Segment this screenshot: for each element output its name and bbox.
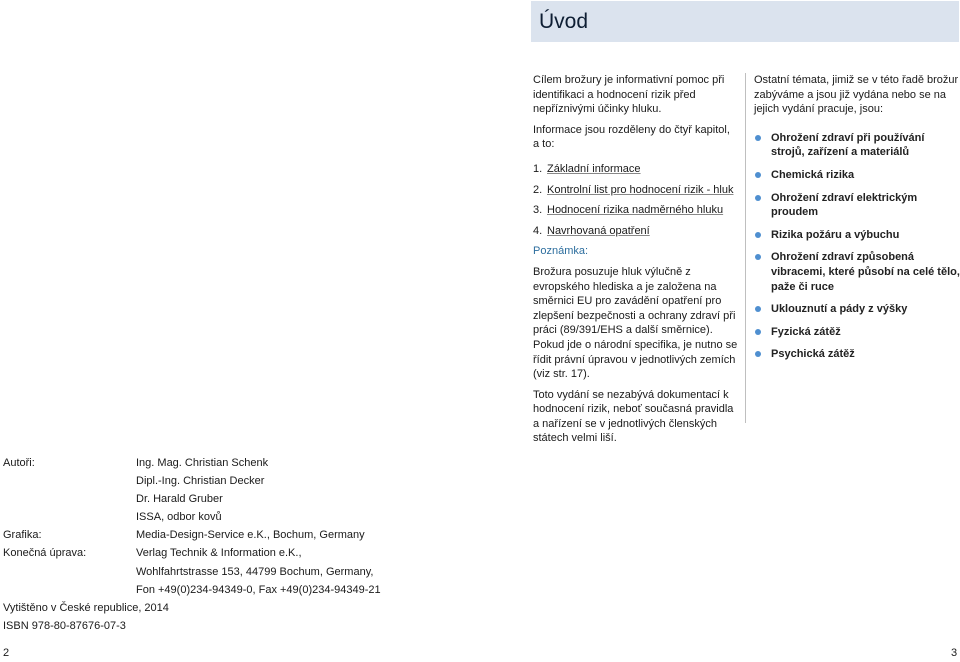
topics-list	[754, 131, 960, 362]
topics-intro: Ostatní témata, jimiž se v této řadě brožur zabýváme a jsou již vydána nebo se na jejich vydání pracuje, jsou:	[754, 74, 959, 116]
topic-label: Psychická zátěž	[771, 348, 855, 361]
page-number-right: 3	[951, 647, 958, 659]
chapter-link[interactable]: Základní informace	[547, 162, 641, 175]
chapter-number: 1.	[533, 162, 543, 175]
imprint-row	[3, 546, 603, 564]
imprint-row	[3, 583, 603, 601]
imprint-row	[3, 456, 603, 474]
closing-paragraph: Toto vydání se nezabývá dokumentací k hodnocení rizik, neboť současná pravidla a nařízení se v jednotlivých členských státech velmi liší.	[533, 388, 734, 445]
imprint-value: Ing. Mag. Christian Schenk	[136, 457, 269, 469]
topic-item	[754, 347, 960, 362]
chapter-link[interactable]: Kontrolní list pro hodnocení rizik - hluk	[547, 183, 734, 196]
chapter-number: 3.	[533, 204, 543, 217]
bullet-dot-icon	[755, 135, 761, 141]
imprint-value: Fon +49(0)234-94349-0, Fax +49(0)234-94349-21	[136, 583, 381, 596]
chapter-item[interactable]	[533, 183, 738, 198]
imprint-block	[3, 456, 603, 637]
imprint-value: Media-Design-Service e.K., Bochum, Germany	[136, 529, 365, 542]
topic-item	[754, 131, 960, 160]
imprint-row	[3, 492, 603, 510]
topic-label: Rizika požáru a výbuchu	[771, 228, 900, 241]
imprint-label: Konečná úprava:	[3, 547, 87, 560]
topic-label: Chemická rizika	[771, 168, 855, 181]
bullet-dot-icon	[755, 329, 761, 335]
note-paragraph: Brožura posuzuje hluk výlučně z evropského hlediska a je založena na směrnici EU pro zavádění opatření pro zlepšení bezpečnosti a ochrany zdraví při práci (89/391/EHS a další směrnice). Pokud jde o národní specifika, je nutno se řídit právní úpravou v jednotlivých zemích (viz str. 17).	[533, 265, 738, 381]
topic-label: Ohrožení zdraví při používání strojů, zařízení a materiálů	[771, 131, 925, 159]
imprint-value: Dipl.-Ing. Christian Decker	[136, 475, 265, 488]
chapter-item[interactable]	[533, 203, 738, 218]
imprint-row	[3, 510, 603, 528]
imprint-label: Grafika:	[3, 529, 42, 542]
topic-item	[754, 250, 960, 294]
imprint-value: Verlag Technik & Information e.K.,	[136, 547, 302, 560]
intro-paragraph: Cílem brožury je informativní pomoc při identifikaci a hodnocení rizik před nepříznivými účinky hluku.	[533, 74, 725, 116]
imprint-row	[3, 565, 603, 583]
bullet-dot-icon	[755, 232, 761, 238]
chapter-link[interactable]: Navrhovaná opatření	[547, 224, 650, 237]
topic-item	[754, 191, 960, 220]
topic-label: Uklouznutí a pády z výšky	[771, 303, 908, 316]
page-title: Úvod	[539, 10, 589, 33]
imprint-row	[3, 601, 603, 619]
topic-label: Ohrožení zdraví způsobená vibracemi, které působí na celé tělo, paže či ruce	[771, 251, 960, 293]
bullet-dot-icon	[755, 306, 761, 312]
bullet-dot-icon	[755, 195, 761, 201]
imprint-row	[3, 474, 603, 492]
chapter-item[interactable]	[533, 224, 738, 239]
imprint-value: Dr. Harald Gruber	[136, 493, 223, 506]
left-text-column	[533, 73, 738, 446]
print-info: Vytištěno v České republice, 2014	[3, 601, 169, 614]
chapter-number: 4.	[533, 224, 543, 237]
imprint-value: ISSA, odbor kovů	[136, 511, 222, 524]
chapters-intro: Informace jsou rozděleny do čtyř kapitol, a to:	[533, 123, 730, 151]
topic-item	[754, 228, 960, 243]
bullet-dot-icon	[755, 172, 761, 178]
bullet-dot-icon	[755, 351, 761, 357]
topic-item	[754, 302, 960, 317]
topic-item	[754, 168, 960, 183]
isbn-label: ISBN 978-80-87676-07-3	[3, 619, 126, 632]
page-number-left: 2	[3, 647, 10, 659]
chapter-link[interactable]: Hodnocení rizika nadměrného hluku	[547, 204, 724, 217]
imprint-row	[3, 619, 603, 637]
topic-label: Fyzická zátěž	[771, 325, 841, 338]
topic-label: Ohrožení zdraví elektrickým proudem	[771, 191, 918, 219]
topic-item	[754, 325, 960, 340]
bullet-dot-icon	[755, 254, 761, 260]
imprint-row	[3, 528, 603, 546]
column-divider	[745, 73, 746, 423]
note-heading: Poznámka:	[533, 245, 589, 258]
imprint-label: Autoři:	[3, 457, 35, 469]
chapter-number: 2.	[533, 183, 543, 196]
right-text-column	[754, 73, 960, 370]
chapter-header-band	[531, 1, 959, 42]
chapter-list	[533, 162, 738, 238]
chapter-item[interactable]	[533, 162, 738, 177]
imprint-value: Wohlfahrtstrasse 153, 44799 Bochum, Germany,	[136, 565, 374, 578]
